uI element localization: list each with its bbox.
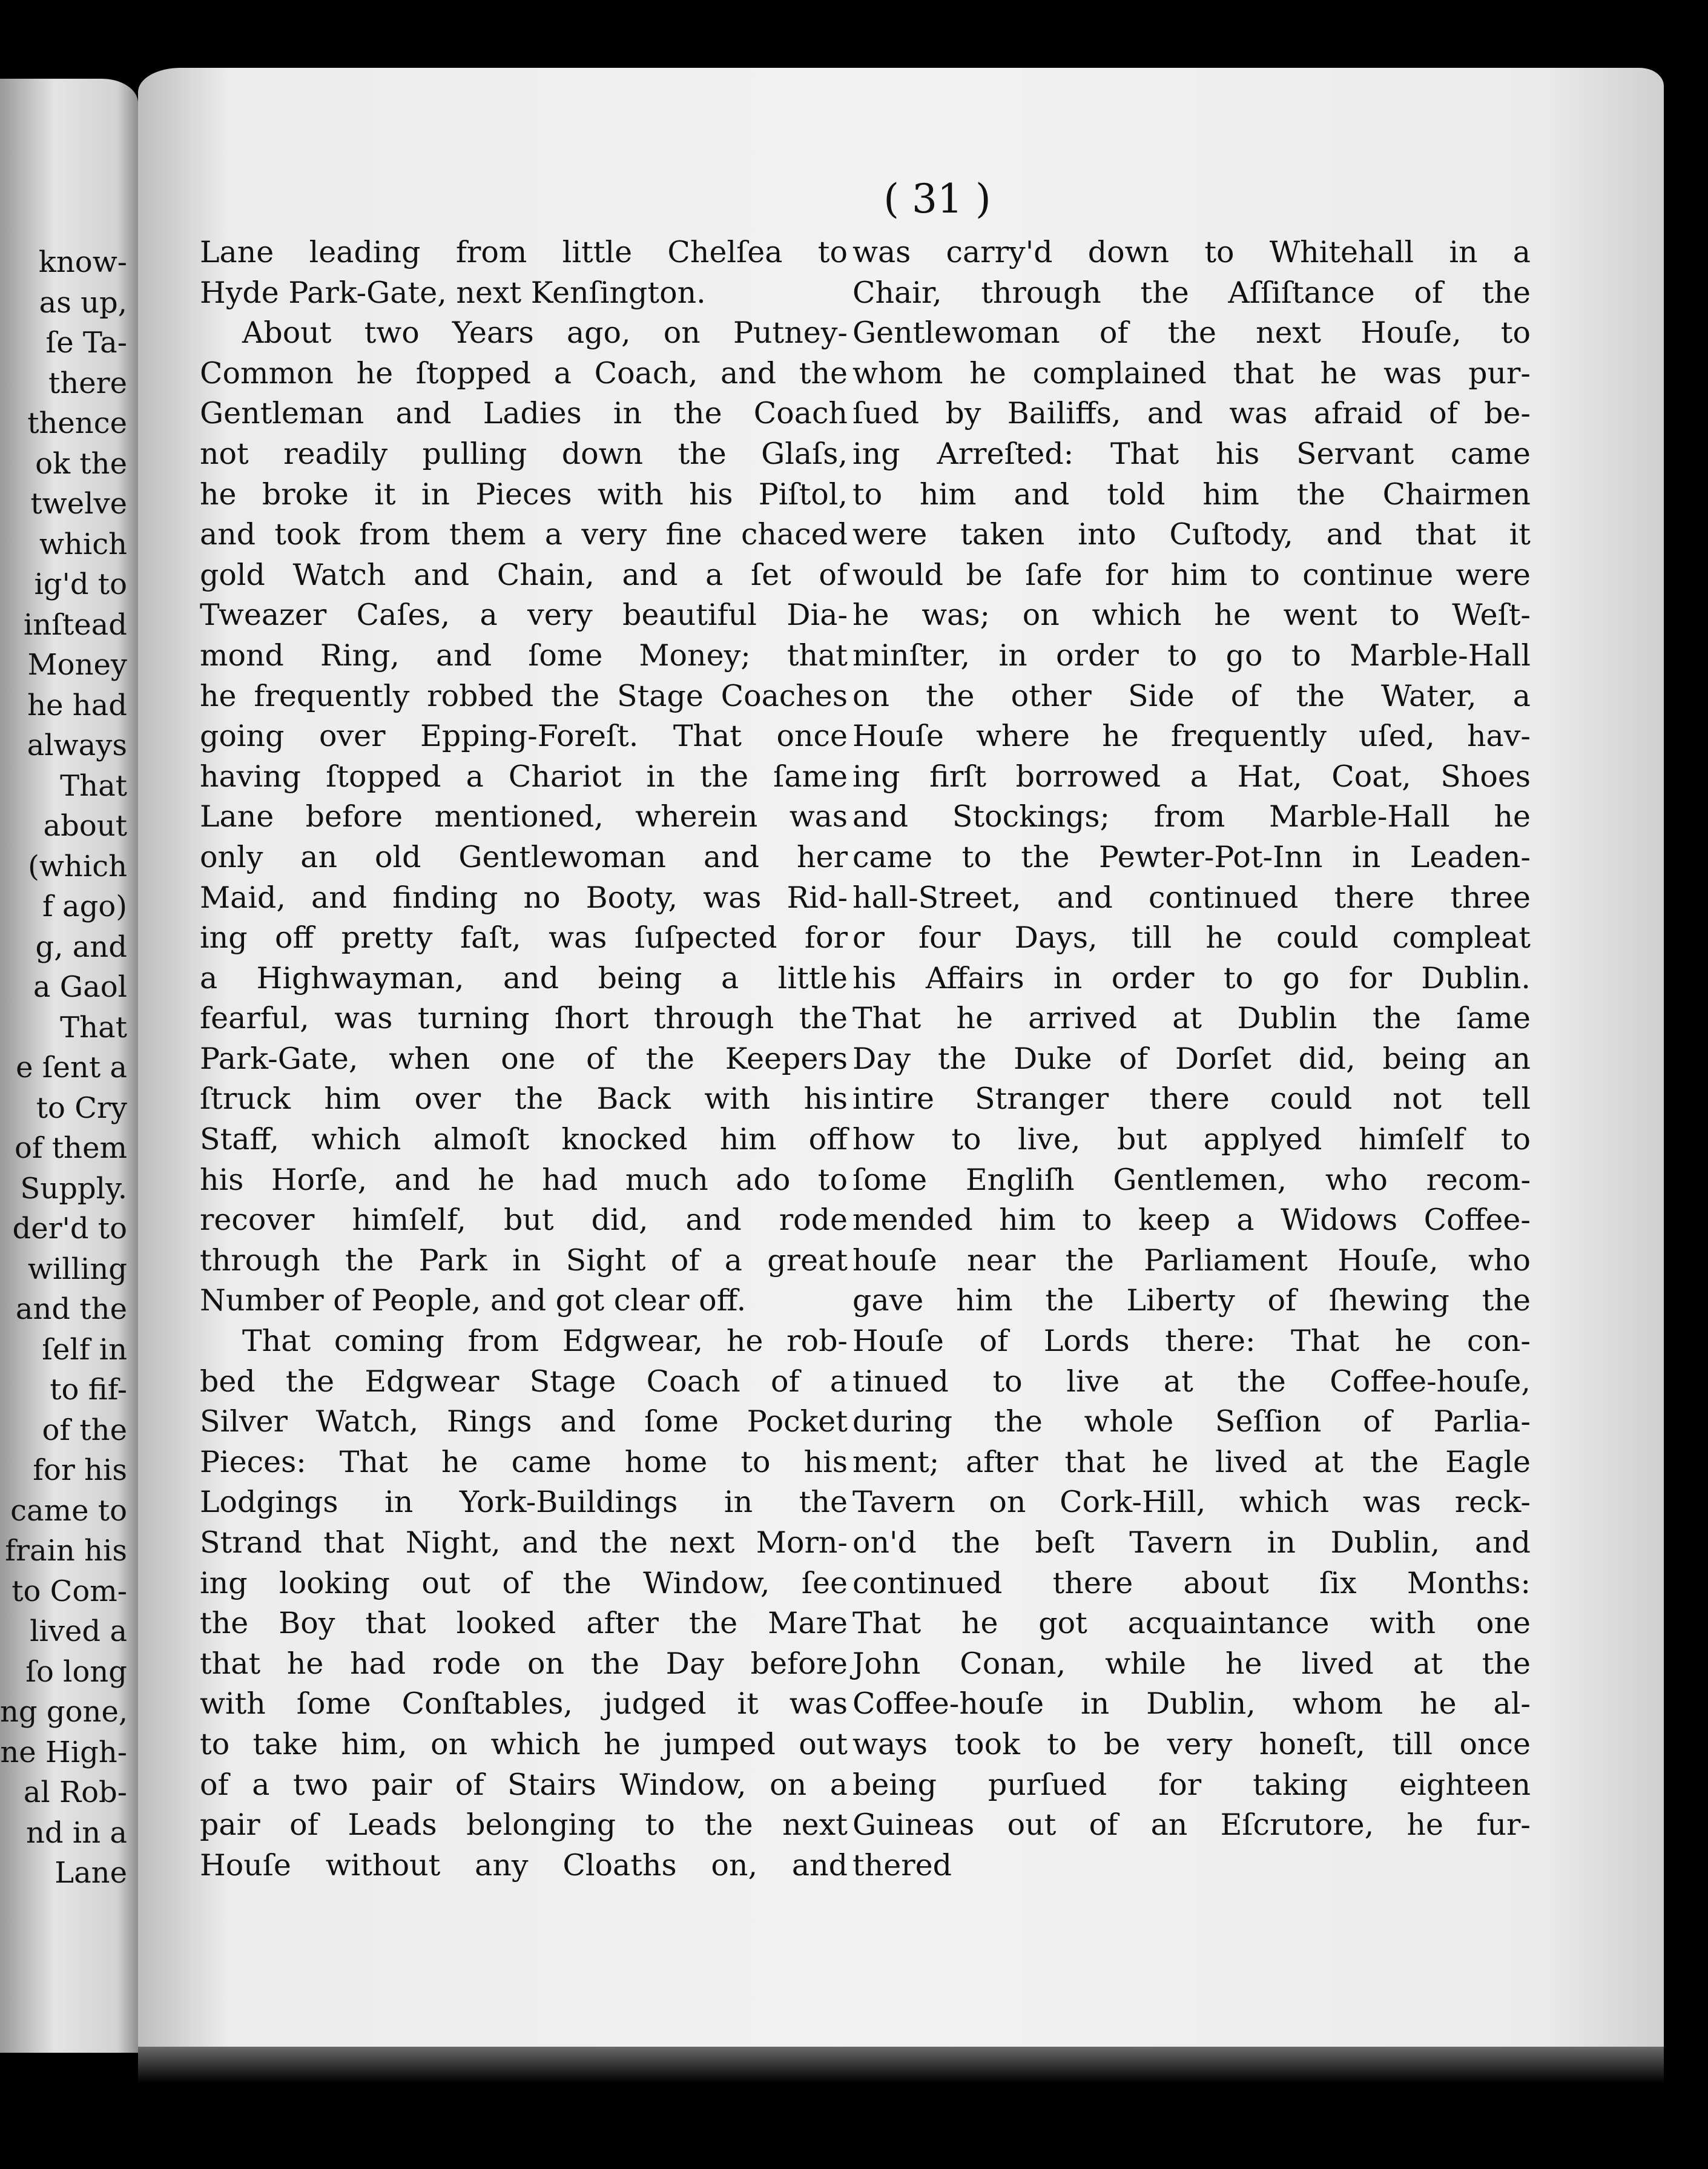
text-line: he frequently robbed the Stage Coaches: [200, 678, 848, 713]
text-line: About two Years ago, on Putney-: [242, 315, 848, 351]
text-line: recover himſelf, but did, and rode: [200, 1203, 848, 1238]
left-page-fragment: came to: [10, 1493, 127, 1528]
text-line: Chair, through the Aſſiſtance of the: [852, 275, 1531, 310]
text-line: That he arrived at Dublin the ſame: [852, 1001, 1531, 1036]
text-line: Maid, and finding no Booty, was Rid-: [200, 880, 848, 915]
text-line: Number of People, and got clear off.: [200, 1283, 747, 1318]
text-line: being purſued for taking eighteen: [852, 1767, 1531, 1802]
text-line: whom he complained that he was pur-: [852, 355, 1531, 391]
text-line: pair of Leads belonging to the next: [200, 1808, 848, 1843]
left-page-fragment: That: [60, 1010, 127, 1045]
left-page-fragment: Supply.: [20, 1171, 127, 1206]
text-line: his Affairs in order to go for Dublin.: [852, 960, 1531, 995]
text-line: his Horſe, and he had much ado to: [200, 1162, 848, 1197]
left-page-fragment: ok the: [35, 446, 127, 481]
left-page-fragment: about: [43, 809, 127, 843]
left-page-fragment: and the: [15, 1292, 127, 1326]
text-line: was carry'd down to Whitehall in a: [852, 235, 1531, 269]
text-line: Lane before mentioned, wherein was: [200, 799, 848, 834]
left-page-fragment: ng gone,: [0, 1695, 128, 1729]
page-bottom-shadow: [138, 2047, 1664, 2083]
left-page-fragment: there: [48, 366, 127, 400]
text-line: Hyde Park-Gate, next Kenſington.: [200, 275, 706, 310]
text-line: minſter, in order to go to Marble-Hall: [852, 638, 1531, 673]
text-line: a Highwayman, and being a little: [200, 960, 848, 995]
text-line: ing off pretty faſt, was ſuſpected for: [200, 920, 848, 956]
text-line: thered: [852, 1847, 952, 1883]
left-page-fragment: That: [60, 768, 127, 803]
text-line: or four Days, till he could compleat: [852, 920, 1531, 956]
text-line: mended him to keep a Widows Coffee-: [852, 1203, 1531, 1238]
text-line: hall-Street, and continued there three: [852, 880, 1531, 915]
text-line: Gentlewoman of the next Houſe, to: [852, 315, 1531, 351]
text-line: Tweazer Caſes, a very beautiful Dia-: [200, 598, 848, 633]
text-line: houſe near the Parliament Houſe, who: [852, 1243, 1531, 1278]
left-page-fragment: a Gaol: [33, 970, 127, 1004]
left-page-fragment: inſtead: [23, 607, 127, 642]
right-page: [138, 68, 1664, 2072]
left-page-fragment: Money: [27, 648, 127, 682]
text-line: tinued to live at the Coffee-houſe,: [852, 1364, 1531, 1399]
text-line: Houſe where he frequently uſed, hav-: [852, 719, 1531, 754]
text-line: were taken into Cuſtody, and that it: [852, 517, 1531, 552]
left-page-fragment: ne High-: [0, 1735, 127, 1769]
text-line: Guineas out of an Eſcrutore, he fur-: [852, 1808, 1531, 1843]
left-page-fragment: of the: [42, 1413, 127, 1447]
text-line: the Boy that looked after the Mare: [200, 1606, 848, 1641]
text-line: to take him, on which he jumped out: [200, 1726, 848, 1761]
left-page-fragment: to Cry: [36, 1091, 127, 1125]
left-page-fragment: willing: [27, 1252, 127, 1286]
text-column-right: [852, 233, 1531, 1886]
left-page-fragment: ſo long: [25, 1654, 127, 1689]
text-line: going over Epping-Foreſt. That once: [200, 719, 848, 754]
page-number: ( 31 ): [883, 176, 991, 222]
text-line: ment; after that he lived at the Eagle: [852, 1444, 1531, 1479]
left-page-fragment: ſelf in: [42, 1332, 127, 1367]
left-page-fragment: know-: [38, 245, 127, 279]
left-page-fragment: frain his: [5, 1534, 127, 1568]
text-line: Tavern on Cork-Hill, which was reck-: [852, 1485, 1531, 1520]
left-page-fragment: lived a: [30, 1614, 127, 1648]
text-line: of a two pair of Stairs Window, on a: [200, 1767, 848, 1802]
text-line: Lane leading from little Chelſea to: [200, 235, 848, 269]
left-page-fragment: to fif-: [50, 1373, 127, 1407]
text-line: intire Stranger there could not tell: [852, 1081, 1531, 1117]
left-page-fragment: to Com-: [12, 1574, 127, 1608]
text-line: ſome Engliſh Gentlemen, who recom-: [852, 1162, 1531, 1197]
text-line: to him and told him the Chairmen: [852, 477, 1531, 512]
text-line: ing Arreſted: That his Servant came: [852, 436, 1531, 471]
text-line: John Conan, while he lived at the: [852, 1646, 1531, 1681]
text-line: Strand that Night, and the next Morn-: [200, 1525, 848, 1560]
text-line: he was; on which he went to Weſt-: [852, 598, 1531, 633]
text-line: That coming from Edgwear, he rob-: [242, 1324, 848, 1359]
left-page-fragment: ig'd to: [34, 567, 127, 601]
text-line: and Stockings; from Marble-Hall he: [852, 799, 1531, 834]
text-line: Common he ſtopped a Coach, and the: [200, 355, 848, 391]
text-line: and took from them a very fine chaced: [200, 517, 848, 552]
text-line: not readily pulling down the Glaſs,: [200, 436, 848, 471]
text-line: Silver Watch, Rings and ſome Pocket: [200, 1404, 848, 1439]
text-line: Gentleman and Ladies in the Coach: [200, 396, 848, 431]
text-line: only an old Gentlewoman and her: [200, 839, 848, 874]
text-line: mond Ring, and ſome Money; that: [200, 638, 848, 673]
left-page-fragment: always: [27, 728, 127, 762]
left-page: [0, 79, 138, 2053]
text-line: having ſtopped a Chariot in the ſame: [200, 759, 848, 794]
left-page-fragment: f ago): [42, 890, 127, 923]
text-line: with ſome Conſtables, judged it was: [200, 1686, 848, 1722]
left-page-text: [0, 242, 127, 1893]
left-page-fragment: nd in a: [25, 1815, 127, 1850]
left-page-fragment: der'd to: [12, 1212, 127, 1246]
text-column-left: [200, 233, 848, 1886]
left-page-fragment: which: [39, 527, 127, 561]
text-line: on'd the beſt Tavern in Dublin, and: [852, 1525, 1531, 1560]
text-line: Staff, which almoſt knocked him off: [200, 1122, 848, 1157]
text-line: came to the Pewter-Pot-Inn in Leaden-: [852, 839, 1531, 874]
text-line: continued there about ſix Months:: [852, 1565, 1531, 1600]
left-page-fragment: for his: [33, 1453, 127, 1487]
text-line: Houſe without any Cloaths on, and: [200, 1847, 848, 1883]
left-page-fragment: al Rob-: [23, 1775, 127, 1809]
text-line: through the Park in Sight of a great: [200, 1243, 848, 1278]
text-line: Houſe of Lords there: That he con-: [852, 1324, 1531, 1359]
text-line: how to live, but applyed himſelf to: [852, 1122, 1531, 1157]
text-line: fearful, was turning ſhort through the: [200, 1001, 848, 1036]
text-line: during the whole Seſſion of Parlia-: [852, 1404, 1531, 1439]
left-page-fragment: g, and: [35, 929, 127, 964]
text-line: Day the Duke of Dorſet did, being an: [852, 1041, 1531, 1076]
text-line: he broke it in Pieces with his Piſtol,: [200, 477, 848, 512]
text-line: ſued by Bailiffs, and was afraid of be-: [852, 396, 1531, 431]
left-page-fragment: Lane: [54, 1856, 127, 1890]
text-line: ſtruck him over the Back with his: [200, 1081, 848, 1117]
text-line: Coffee-houſe in Dublin, whom he al-: [852, 1686, 1531, 1722]
left-page-fragment: he had: [27, 688, 127, 722]
text-line: bed the Edgwear Stage Coach of a: [200, 1364, 848, 1399]
text-line: That he got acquaintance with one: [852, 1606, 1531, 1641]
left-page-fragment: thence: [27, 406, 127, 440]
text-line: gold Watch and Chain, and a ſet of: [200, 557, 848, 592]
left-page-fragment: as up,: [39, 285, 127, 320]
text-line: Pieces: That he came home to his: [200, 1444, 848, 1479]
left-page-fragment: e ſent a: [16, 1051, 127, 1084]
text-line: that he had rode on the Day before: [200, 1646, 848, 1681]
text-line: on the other Side of the Water, a: [852, 678, 1531, 713]
text-line: ways took to be very honeſt, till once: [852, 1726, 1531, 1761]
left-page-fragment: (which: [28, 849, 127, 883]
left-page-fragment: twelve: [30, 487, 127, 521]
left-page-fragment: ſe Ta-: [45, 326, 127, 360]
text-line: Lodgings in York-Buildings in the: [200, 1485, 848, 1520]
text-line: Park-Gate, when one of the Keepers: [200, 1041, 848, 1076]
text-line: ing firſt borrowed a Hat, Coat, Shoes: [852, 759, 1531, 794]
text-line: gave him the Liberty of ſhewing the: [852, 1283, 1531, 1318]
text-line: ing looking out of the Window, ſee: [200, 1565, 848, 1600]
left-page-fragment: of them: [14, 1131, 127, 1165]
text-line: would be ſafe for him to continue were: [852, 557, 1531, 592]
